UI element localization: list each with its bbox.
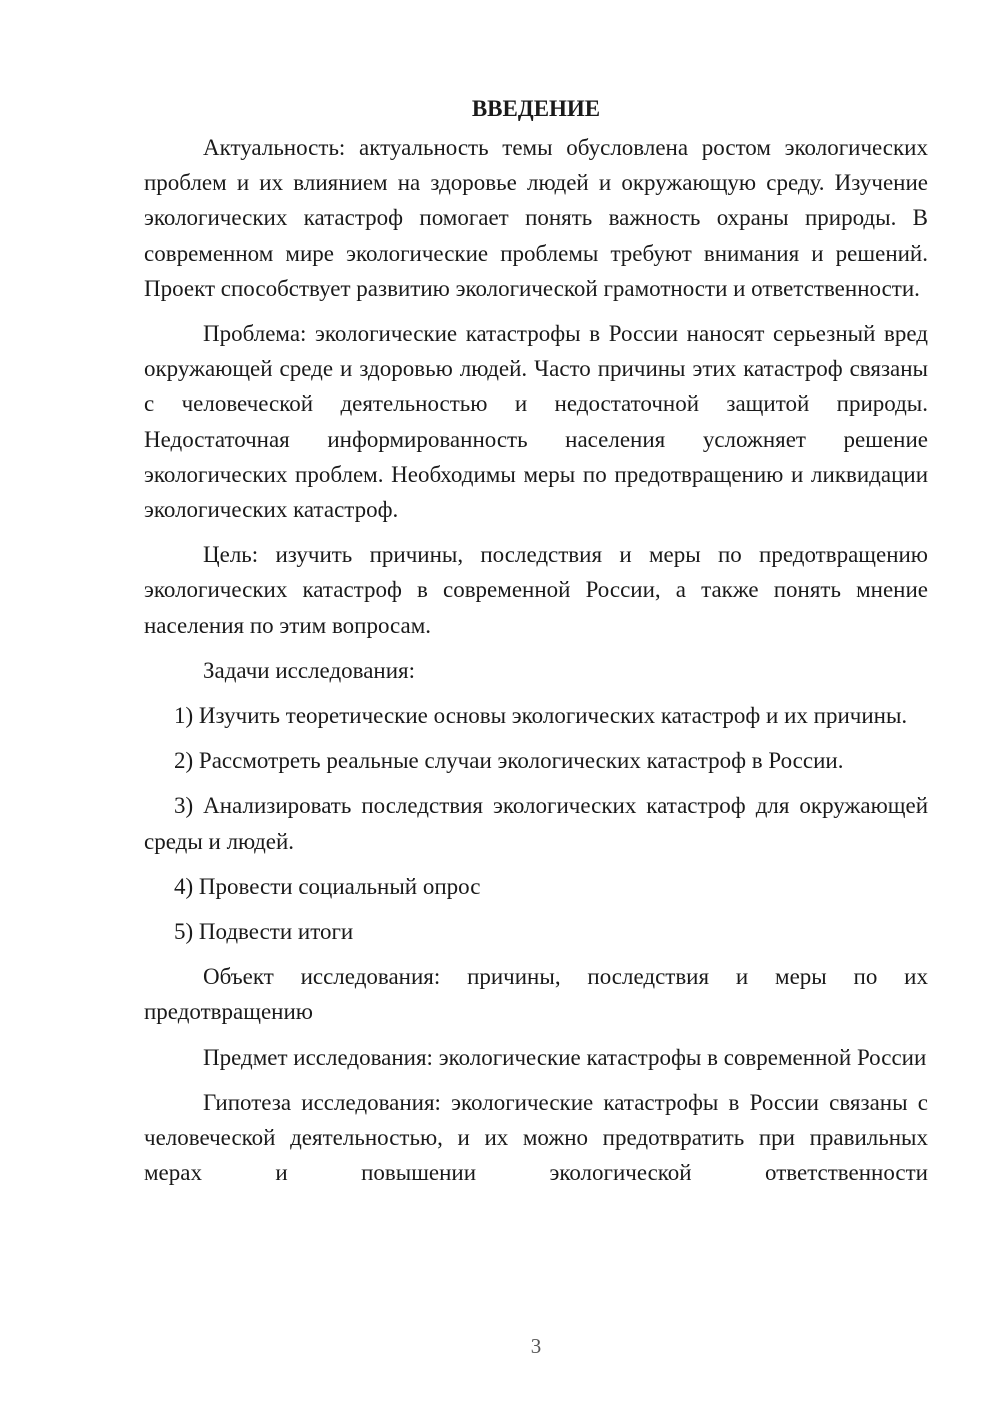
task-item-4: 4) Провести социальный опрос — [174, 873, 481, 899]
goal-paragraph: Цель: изучить причины, последствия и меры по предотвращению экологических катастроф в современной России, а также понять мнение населения по этим вопросам. — [144, 542, 928, 638]
document-page — [144, 92, 928, 1190]
page-number: 3 — [530, 1334, 542, 1358]
page-title: ВВЕДЕНИЕ — [471, 96, 601, 121]
task-item-1: 1) Изучить теоретические основы экологических катастроф и их причины. — [174, 703, 908, 729]
task-item-3: 3) Анализировать последствия экологических катастроф для окружающей среды и людей. — [144, 793, 928, 854]
task-item-5: 5) Подвести итоги — [174, 919, 354, 945]
tasks-title: Задачи исследования: — [203, 657, 416, 683]
relevance-paragraph: Актуальность: актуальность темы обусловлена ростом экологических проблем и их влиянием на здоровье людей и окружающую среду. Изучение экологических катастроф помогает понять важность охраны природы. В современном мире экологические проблемы требуют внимания и решений. Проект способствует развитию экологической грамотности и ответственности. — [144, 135, 928, 301]
hypothesis-paragraph: Гипотеза исследования: экологические катастрофы в России связаны с человеческой деятельностью, и их можно предотвратить при правильных мерах и повышении экологической ответственности — [144, 1089, 928, 1186]
problem-paragraph: Проблема: экологические катастрофы в России наносят серьезный вред окружающей среде и здоровью людей. Часто причины этих катастроф связаны с человеческой деятельностью и недостаточной защитой природы. Недостаточная информированность населения усложняет решение экологических проблем. Необходимы меры по предотвращению и ликвидации экологических катастроф. — [144, 321, 928, 523]
object-paragraph: Объект исследования: причины, последствия и меры по их предотвращению — [144, 964, 928, 1025]
task-item-2: 2) Рассмотреть реальные случаи экологических катастроф в России. — [174, 748, 844, 774]
subject-paragraph: Предмет исследования: экологические катастрофы в современной России — [203, 1044, 927, 1070]
